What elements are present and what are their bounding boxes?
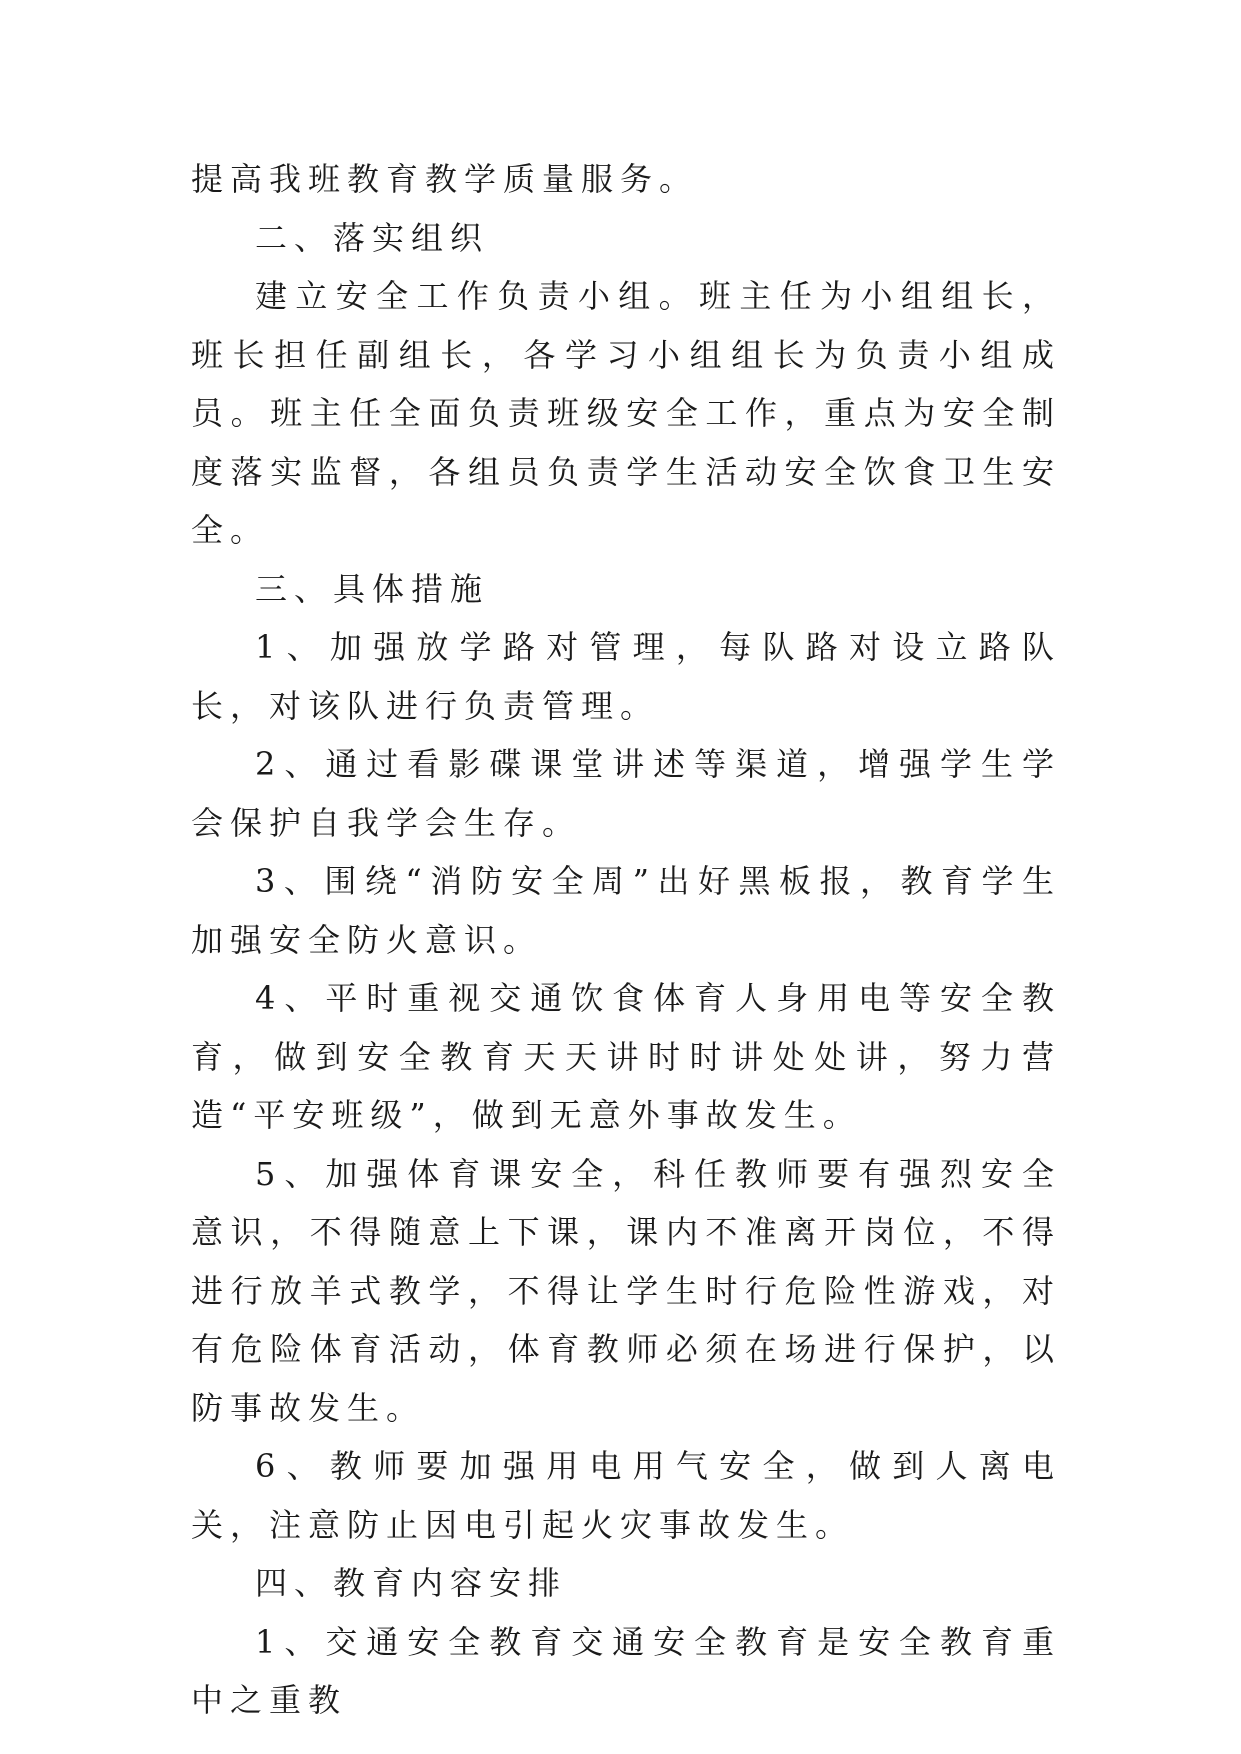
measure-item-6: 6、教师要加强用电用气安全，做到人离电关，注意防止因电引起火灾事故发生。 — [191, 1447, 1061, 1544]
document-body — [191, 150, 1061, 1730]
section-heading-2: 二、落实组织 — [255, 218, 490, 257]
content-item-1: 1、交通安全教育交通安全教育是安全教育重中之重教 — [191, 1622, 1061, 1719]
measure-item-2: 2、通过看影碟课堂讲述等渠道，增强学生学会保护自我学会生存。 — [191, 745, 1061, 842]
paragraph-organization: 建立安全工作负责小组。班主任为小组组长，班长担任副组长，各学习小组组长为负责小组成员。班主任全面负责班级安全工作，重点为安全制度落实监督，各组员负责学生活动安全饮食卫生安全。 — [191, 277, 1061, 549]
paragraph-continuation: 提高我班教育教学质量服务。 — [191, 160, 699, 198]
section-heading-4: 四、教育内容安排 — [255, 1564, 568, 1602]
measure-item-4: 4、平时重视交通饮食体育人身用电等安全教育，做到安全教育天天讲时时讲处处讲，努力营造“平安班级”，做到无意外事故发生。 — [191, 979, 1061, 1134]
section-heading-3: 三、具体措施 — [255, 569, 490, 608]
measure-item-3: 3、围绕“消防安全周”出好黑板报，教育学生加强安全防火意识。 — [191, 862, 1061, 959]
measure-item-1: 1、加强放学路对管理，每队路对设立路队长，对该队进行负责管理。 — [191, 628, 1061, 725]
measure-item-5: 5、加强体育课安全，科任教师要有强烈安全意识，不得随意上下课，课内不准离开岗位，不得进行放羊式教学，不得让学生时行危险性游戏，对有危险体育活动，体育教师必须在场进行保护，以防事故发生。 — [191, 1154, 1061, 1427]
